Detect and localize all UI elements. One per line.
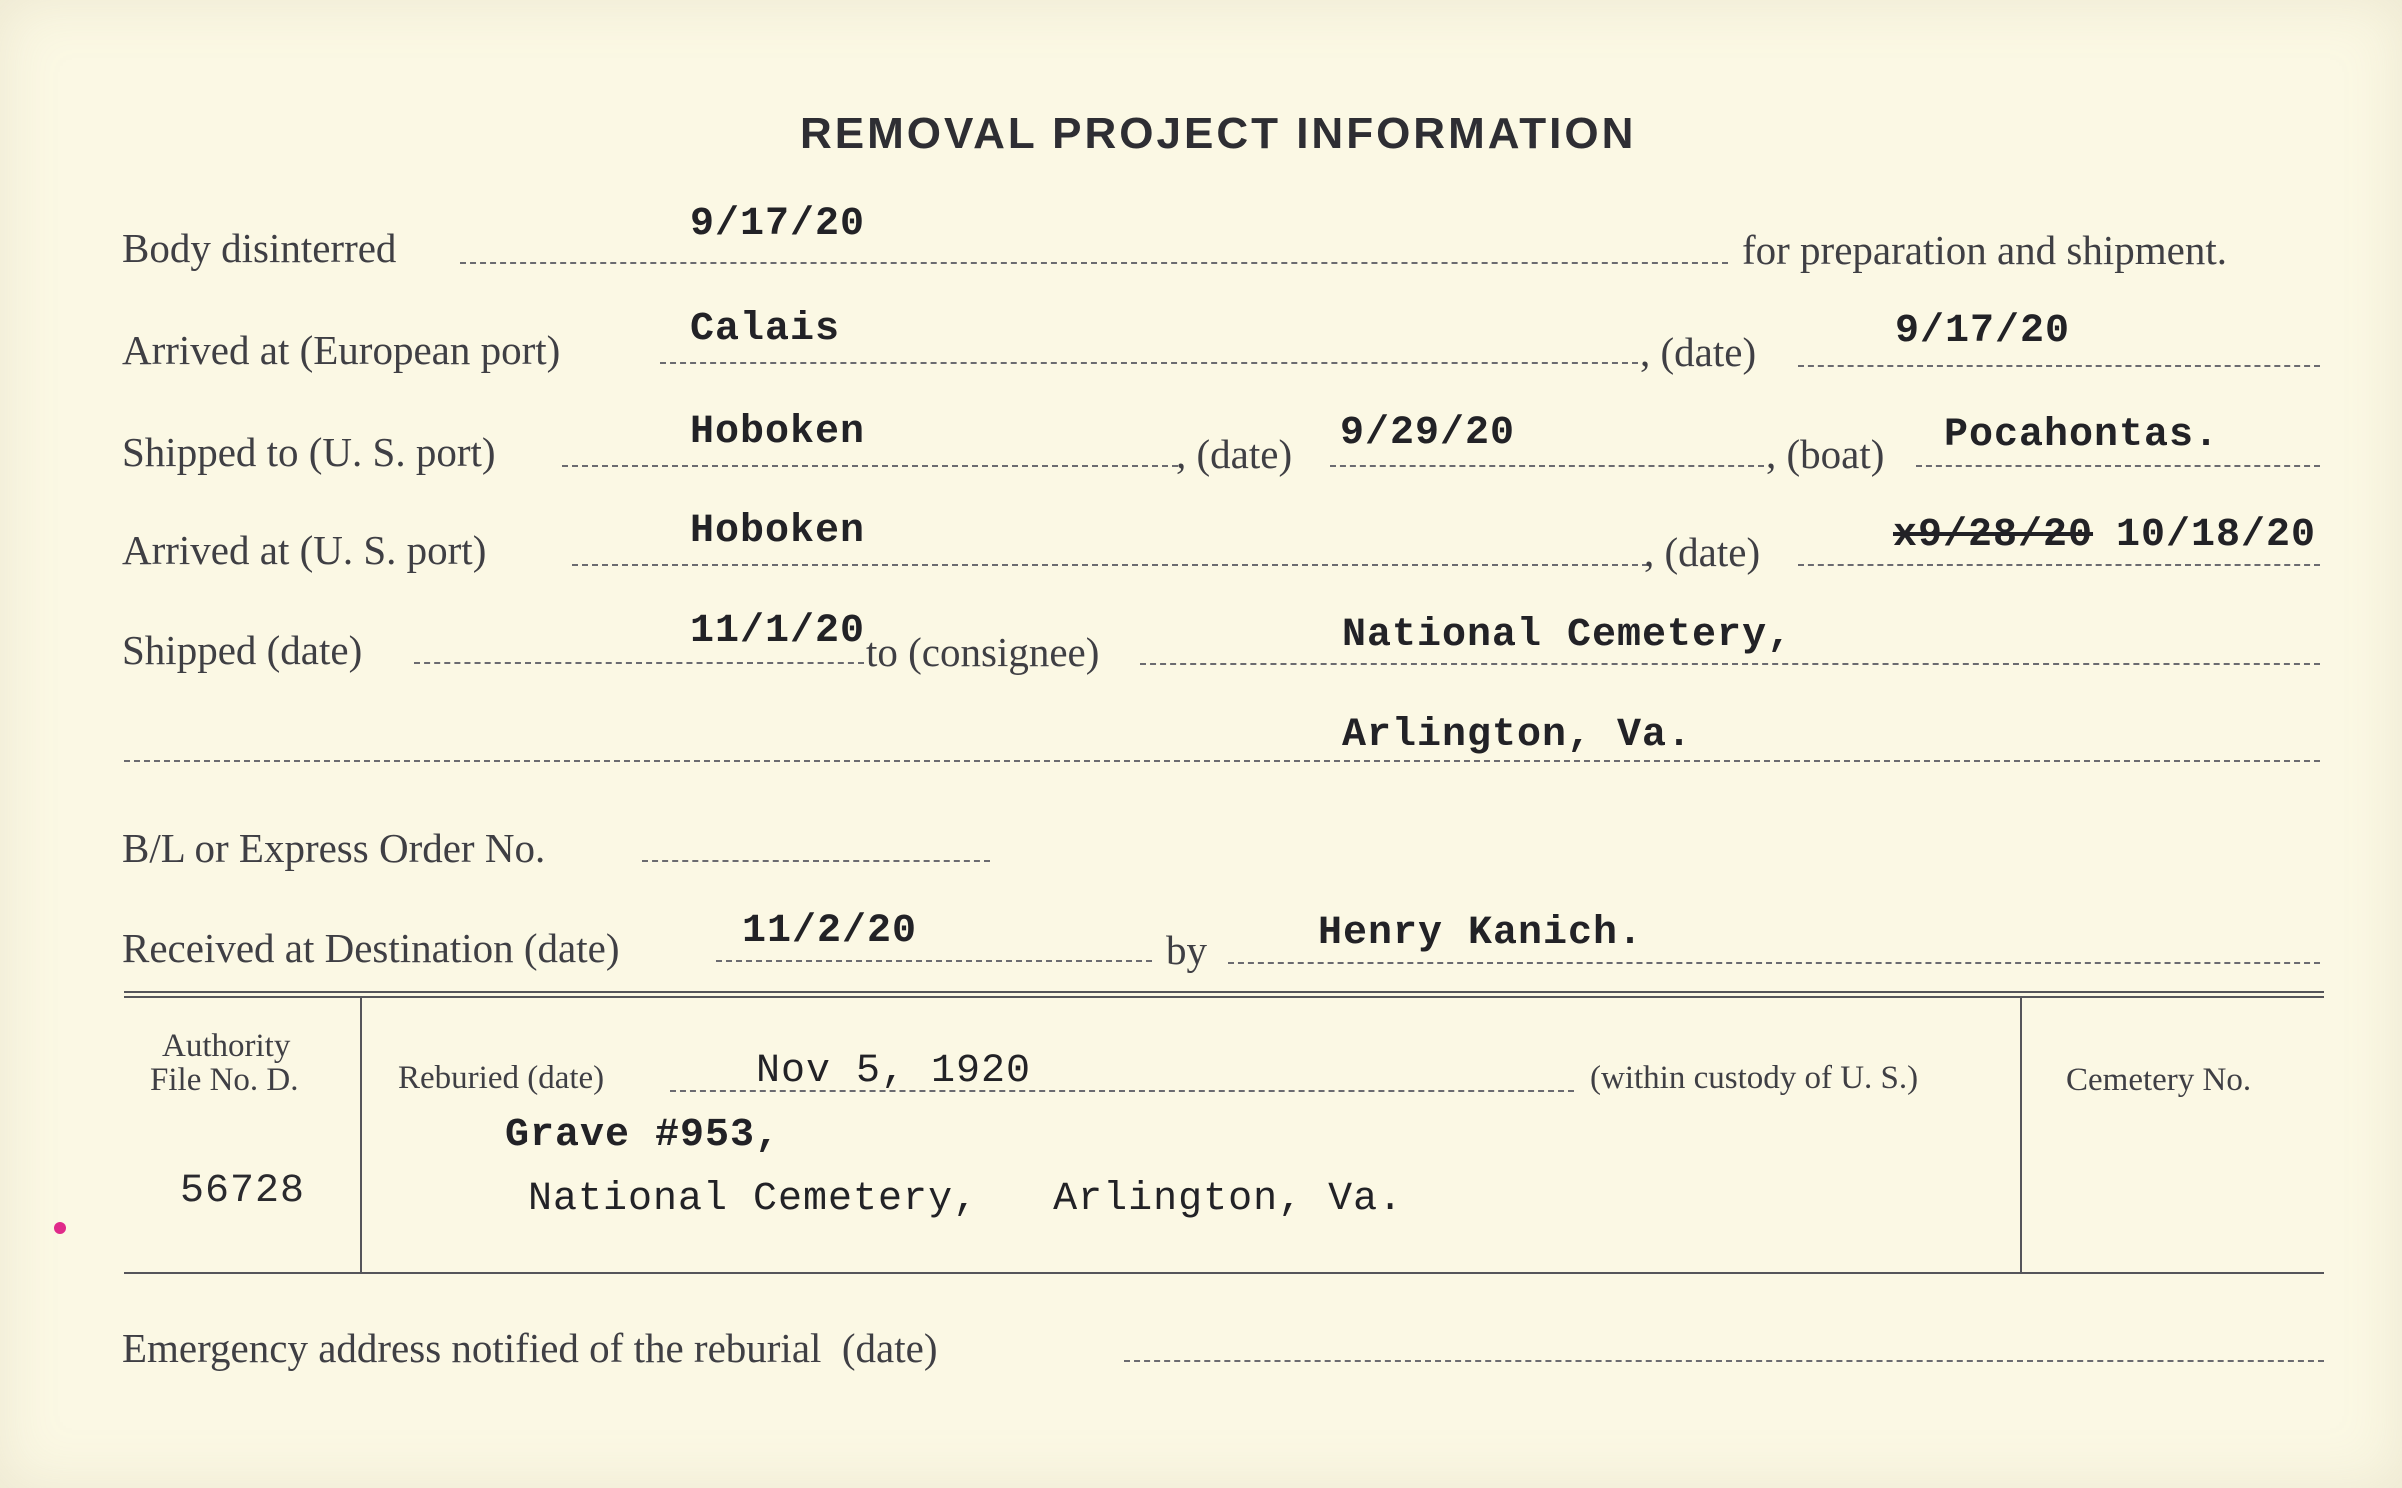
body-disinterred-line (460, 262, 1728, 264)
received-line (716, 960, 1152, 962)
arrived-european-date-line (1798, 365, 2320, 367)
reburial-location: National Cemetery, Arlington, Va. (528, 1177, 1404, 1222)
consignee-line (1140, 663, 2320, 665)
shipped-to-us-boat-label: , (boat) (1766, 431, 1885, 477)
authority-label-1: Authority (162, 1028, 291, 1064)
ink-mark (54, 1222, 66, 1234)
emergency-label: Emergency address notified of the reburial (date) (122, 1325, 938, 1371)
arrived-us-date-line (1798, 564, 2320, 566)
arrived-european-label: Arrived at (European port) (122, 327, 561, 373)
body-disinterred-value: 9/17/20 (690, 202, 866, 247)
consignee-label: to (consignee) (866, 629, 1100, 675)
cemetery-no-label: Cemetery No. (2066, 1062, 2252, 1098)
box-top-rule (124, 991, 2324, 993)
shipped-to-us-boat-line (1916, 465, 2320, 467)
custody-label: (within custody of U. S.) (1590, 1060, 1919, 1096)
box-divider-left (360, 998, 362, 1272)
arrived-us-date-struck: x9/28/20 (1893, 513, 2094, 558)
reburied-label: Reburied (date) (398, 1060, 605, 1096)
arrived-european-date: 9/17/20 (1895, 309, 2071, 354)
arrived-us-port: Hoboken (690, 509, 866, 554)
received-date: 11/2/20 (742, 909, 918, 954)
bl-order-label: B/L or Express Order No. (122, 825, 546, 871)
arrived-european-date-label: , (date) (1640, 329, 1757, 375)
shipped-to-us-date: 9/29/20 (1340, 411, 1516, 456)
box-divider-right (2020, 998, 2022, 1272)
shipped-to-us-date-label: , (date) (1176, 431, 1293, 477)
authority-file-no: 56728 (180, 1169, 306, 1214)
arrived-us-date: 10/18/20 (2116, 513, 2317, 558)
body-disinterred-suffix: for preparation and shipment. (1742, 227, 2228, 273)
received-label: Received at Destination (date) (122, 925, 620, 971)
box-bottom-rule (124, 1272, 2324, 1274)
shipped-to-us-label: Shipped to (U. S. port) (122, 429, 496, 475)
received-by-line (1228, 962, 2320, 964)
authority-label-2: File No. D. (150, 1062, 299, 1098)
consignee-line-1: National Cemetery, (1342, 613, 1793, 658)
arrived-us-line (572, 564, 1648, 566)
arrived-european-line (660, 362, 1638, 364)
shipped-date-value: 11/1/20 (690, 609, 866, 654)
arrived-us-label: Arrived at (U. S. port) (122, 527, 487, 573)
arrived-us-date-label: , (date) (1644, 529, 1761, 575)
consignee-line-2-rule (124, 760, 2320, 762)
shipped-to-us-date-line (1330, 465, 1764, 467)
reburied-date: Nov 5, 1920 (756, 1049, 1032, 1094)
shipped-to-us-line (562, 465, 1178, 467)
shipped-to-us-port: Hoboken (690, 410, 866, 455)
body-disinterred-label: Body disinterred (122, 225, 397, 271)
shipped-date-line (414, 662, 864, 664)
shipped-to-us-boat: Pocahontas. (1944, 413, 2220, 458)
bl-order-line (642, 860, 990, 862)
emergency-line (1124, 1360, 2324, 1362)
received-by-name: Henry Kanich. (1318, 911, 1644, 956)
grave-number: Grave #953, (505, 1113, 781, 1158)
arrived-european-port: Calais (690, 307, 841, 352)
box-top-rule-2 (124, 996, 2324, 998)
consignee-line-2: Arlington, Va. (1342, 713, 1693, 758)
shipped-date-label: Shipped (date) (122, 627, 363, 673)
card-title: REMOVAL PROJECT INFORMATION (800, 109, 1637, 158)
received-by-label: by (1166, 927, 1207, 973)
